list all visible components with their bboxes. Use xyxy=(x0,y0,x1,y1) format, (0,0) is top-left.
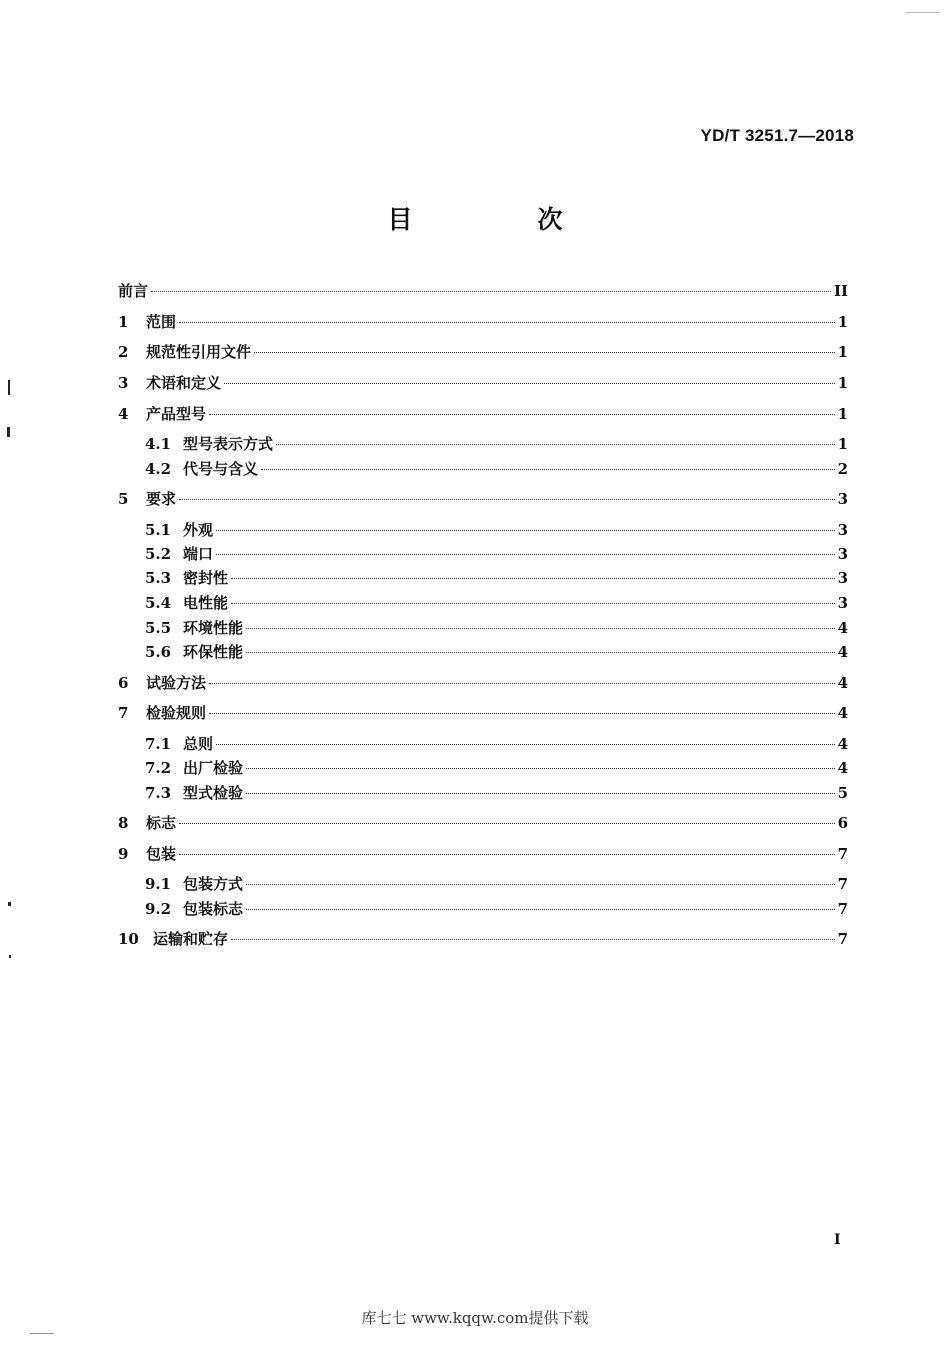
toc-entry-label: 电性能 xyxy=(183,594,229,612)
toc-entry-number: 3 xyxy=(118,374,129,392)
toc-entry xyxy=(145,458,848,480)
toc-dot-leader xyxy=(246,768,835,769)
toc-entry xyxy=(118,812,848,834)
toc-dot-leader xyxy=(246,793,835,794)
toc-entry-number: 4.1 xyxy=(145,435,172,453)
toc-entry-number: 5.5 xyxy=(145,619,172,637)
scan-mark xyxy=(9,955,11,958)
toc-dot-leader xyxy=(216,744,835,745)
toc-entry-number: 9.1 xyxy=(145,875,172,893)
toc-entry-page: II xyxy=(833,282,848,300)
toc-dot-leader xyxy=(179,499,835,500)
toc-dot-leader xyxy=(151,291,831,292)
toc-entry-page: 1 xyxy=(837,435,848,453)
toc-entry xyxy=(145,617,848,639)
toc-dot-leader xyxy=(276,444,835,445)
toc-entry-label: 试验方法 xyxy=(146,674,207,692)
toc-entry-number: 5.3 xyxy=(145,569,172,587)
toc-entry xyxy=(118,702,848,724)
toc-dot-leader xyxy=(224,383,835,384)
toc-entry xyxy=(145,641,848,663)
toc-entry-page: 4 xyxy=(837,643,848,661)
page-number: I xyxy=(834,1232,841,1248)
toc-dot-leader xyxy=(231,578,835,579)
scan-mark xyxy=(30,1333,54,1334)
toc-entry-page: 4 xyxy=(837,759,848,777)
toc-entry xyxy=(145,757,848,779)
toc-entry-label: 包装方式 xyxy=(183,875,244,893)
toc-entry-label: 端口 xyxy=(183,545,214,563)
toc-entry xyxy=(118,488,848,510)
toc-entry-label: 外观 xyxy=(183,521,214,539)
toc-entry-label: 产品型号 xyxy=(146,405,207,423)
toc-dot-leader xyxy=(246,884,835,885)
toc-entry xyxy=(145,782,848,804)
toc-entry-page: 7 xyxy=(837,930,848,948)
toc-entry-label: 总则 xyxy=(183,735,214,753)
toc-entry-label: 运输和贮存 xyxy=(153,930,229,948)
toc-entry-label: 规范性引用文件 xyxy=(146,343,252,361)
scan-mark xyxy=(8,380,10,395)
toc-entry xyxy=(145,592,848,614)
toc-entry-label: 密封性 xyxy=(183,569,229,587)
toc-entry-number: 5.4 xyxy=(145,594,172,612)
toc-entry-label: 包装标志 xyxy=(183,900,244,918)
toc-entry-page: 3 xyxy=(837,545,848,563)
toc-dot-leader xyxy=(231,603,835,604)
toc-dot-leader xyxy=(246,909,835,910)
toc-entry-label: 型号表示方式 xyxy=(183,435,274,453)
toc-entry xyxy=(118,311,848,333)
toc-entry-page: 4 xyxy=(837,735,848,753)
toc-entry-number: 5 xyxy=(118,490,129,508)
toc-entry xyxy=(118,928,848,950)
toc-entry-number: 5.6 xyxy=(145,643,172,661)
toc-entry-number: 5.1 xyxy=(145,521,172,539)
toc-entry-label: 检验规则 xyxy=(146,704,207,722)
toc-dot-leader xyxy=(216,554,835,555)
toc-entry-label: 标志 xyxy=(146,814,177,832)
toc-entry-page: 5 xyxy=(837,784,848,802)
toc-dot-leader xyxy=(209,683,835,684)
toc-entry-page: 2 xyxy=(837,460,848,478)
scan-mark xyxy=(7,427,10,437)
toc-entry-number: 9.2 xyxy=(145,900,172,918)
toc-entry xyxy=(145,567,848,589)
toc-entry-label: 代号与含义 xyxy=(183,460,259,478)
toc-entry-label: 出厂检验 xyxy=(183,759,244,777)
toc-entry-number: 6 xyxy=(118,674,129,692)
toc-entry-number: 4.2 xyxy=(145,460,172,478)
toc-entry-page: 7 xyxy=(837,875,848,893)
toc-dot-leader xyxy=(216,530,835,531)
toc-entry-page: 4 xyxy=(837,704,848,722)
toc-dot-leader xyxy=(209,414,835,415)
toc-entry-number: 7.1 xyxy=(145,735,172,753)
toc-entry-page: 1 xyxy=(837,343,848,361)
toc-entry-label: 术语和定义 xyxy=(146,374,222,392)
toc-entry-number: 9 xyxy=(118,845,129,863)
toc-dot-leader xyxy=(231,939,835,940)
toc-entry-number: 5.2 xyxy=(145,545,172,563)
toc-entry-label: 要求 xyxy=(146,490,177,508)
toc-entry xyxy=(118,372,848,394)
toc-entry xyxy=(118,672,848,694)
toc-entry xyxy=(145,519,848,541)
toc-entry-number: 10 xyxy=(118,930,139,948)
toc-dot-leader xyxy=(179,823,835,824)
scan-mark xyxy=(905,12,940,13)
toc-entry-page: 3 xyxy=(837,490,848,508)
standard-code: YD/T 3251.7—2018 xyxy=(700,126,854,145)
toc-entry-page: 1 xyxy=(837,405,848,423)
toc-title: 目 次 xyxy=(387,205,613,234)
footer-download-note: 库七七 www.kqqw.com提供下载 xyxy=(361,1309,589,1327)
toc-entry xyxy=(145,873,848,895)
toc-entry-label: 范围 xyxy=(146,313,177,331)
toc-entry-label: 包装 xyxy=(146,845,177,863)
toc-entry-page: 3 xyxy=(837,521,848,539)
toc-entry-page: 3 xyxy=(837,569,848,587)
toc-entry-number: 1 xyxy=(118,313,129,331)
toc-entry-number: 8 xyxy=(118,814,129,832)
toc-dot-leader xyxy=(254,352,835,353)
toc-entry-page: 1 xyxy=(837,313,848,331)
toc-entry xyxy=(118,341,848,363)
toc-entry-number: 7.3 xyxy=(145,784,172,802)
toc-entry xyxy=(145,733,848,755)
toc-entry-label: 环保性能 xyxy=(183,643,244,661)
toc-entry-label: 前言 xyxy=(118,282,149,300)
toc-entry-page: 1 xyxy=(837,374,848,392)
toc-dot-leader xyxy=(246,652,835,653)
toc-entry-page: 4 xyxy=(837,674,848,692)
toc-dot-leader xyxy=(246,628,835,629)
toc-entry-page: 3 xyxy=(837,594,848,612)
toc-entry-page: 6 xyxy=(837,814,848,832)
toc-dot-leader xyxy=(209,713,835,714)
toc-dot-leader xyxy=(261,469,835,470)
toc-entry-number: 2 xyxy=(118,343,129,361)
scan-mark xyxy=(8,902,11,906)
toc-entry xyxy=(145,898,848,920)
toc-entry-page: 4 xyxy=(837,619,848,637)
toc-entry-page: 7 xyxy=(837,845,848,863)
toc-entry xyxy=(118,403,848,425)
toc-entry-label: 型式检验 xyxy=(183,784,244,802)
toc-entry xyxy=(118,843,848,865)
toc-entry-label: 环境性能 xyxy=(183,619,244,637)
toc-entry xyxy=(118,280,848,302)
toc-entry-number: 7 xyxy=(118,704,129,722)
toc-entry-number: 7.2 xyxy=(145,759,172,777)
toc-entry xyxy=(145,433,848,455)
toc-entry-number: 4 xyxy=(118,405,129,423)
toc-entry-page: 7 xyxy=(837,900,848,918)
toc-entry xyxy=(145,543,848,565)
toc-dot-leader xyxy=(179,854,835,855)
toc-dot-leader xyxy=(179,322,835,323)
